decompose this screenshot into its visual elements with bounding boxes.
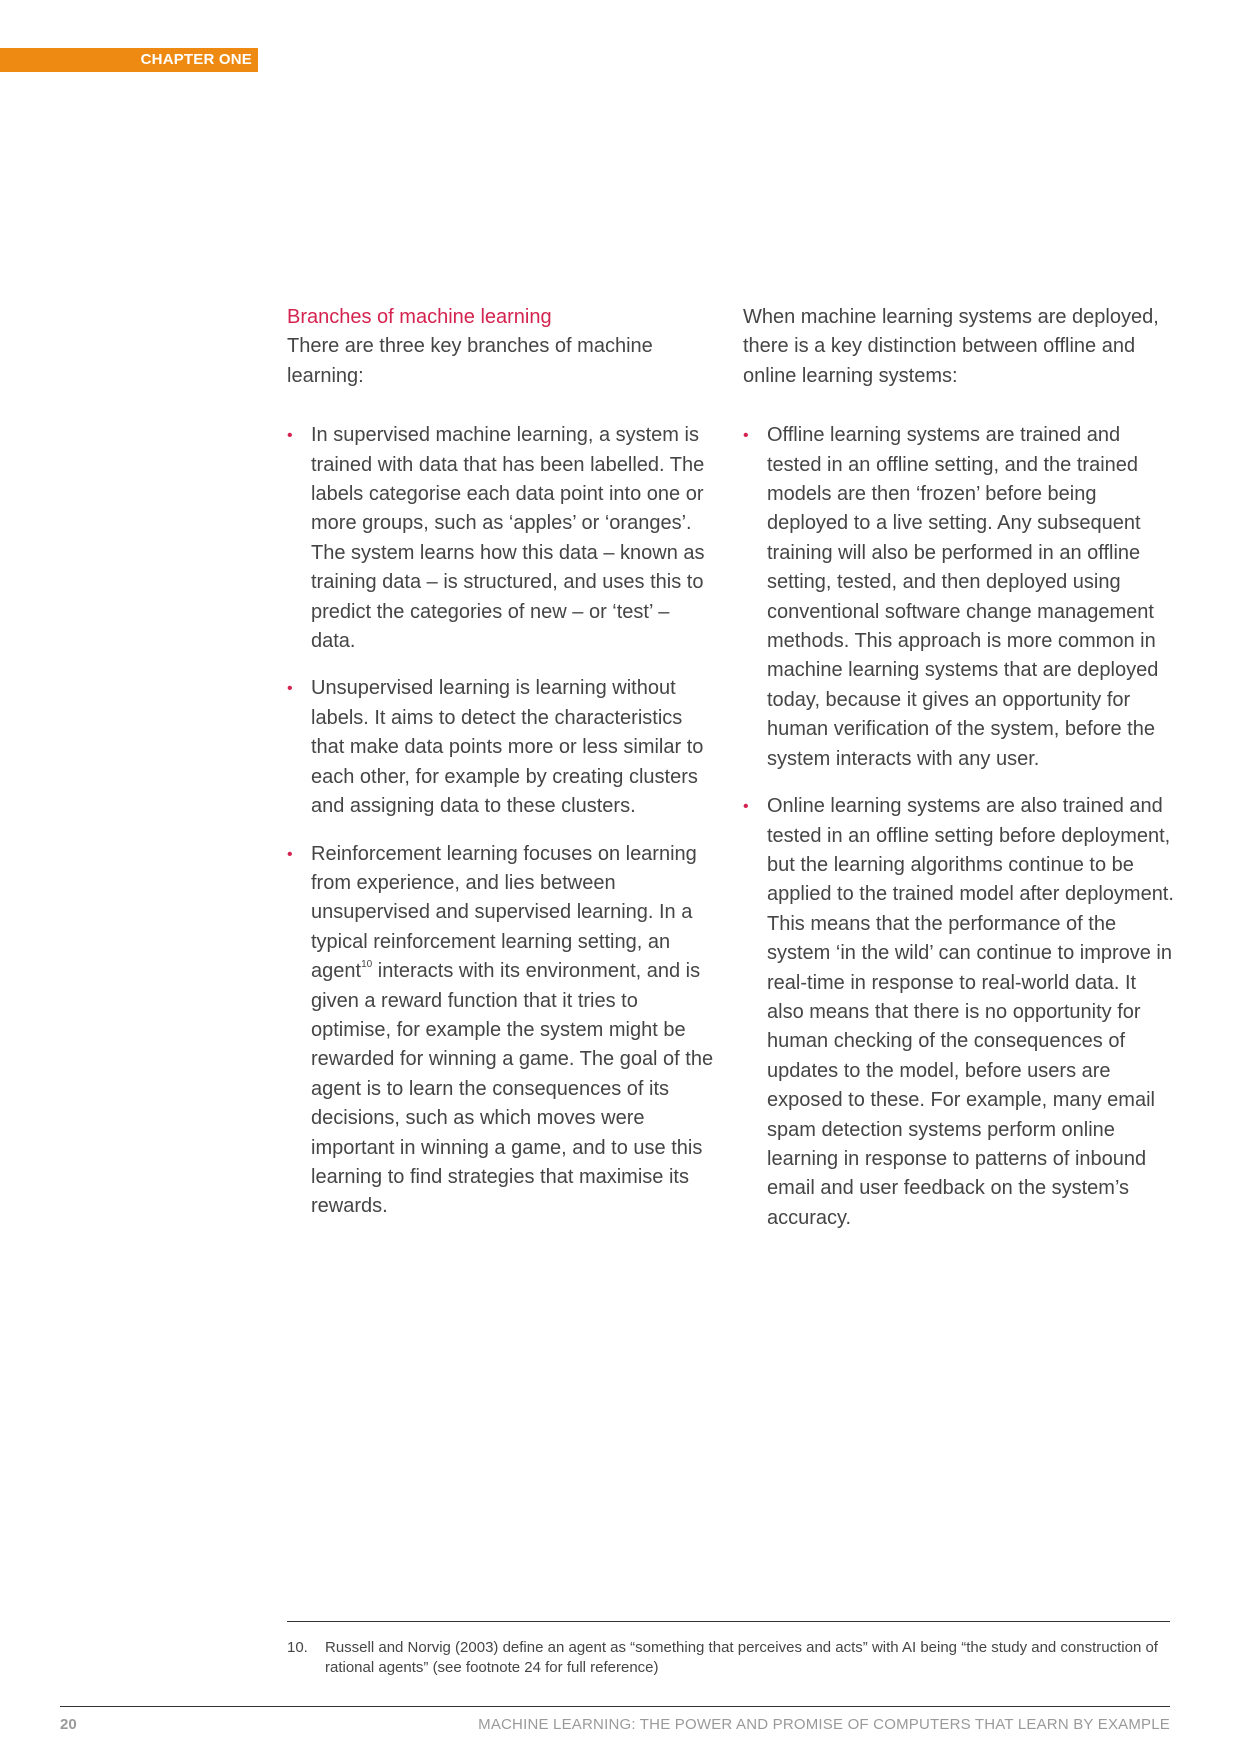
chapter-label: CHAPTER ONE [0,48,258,72]
list-item [287,421,719,656]
list-item-text-after: interacts with its environment, and is given a reward function that it tries to optimise, for example the system might be rewarded for winning a game. The goal of the agent is to learn the consequences of its decisions, such as which moves were important in winning a game, and to use this learning to find strategies that maximise its rewards. [311,960,714,1218]
left-bullet-list [287,421,719,1222]
section-heading: Branches of machine learning [287,306,552,328]
bullet-icon: • [287,680,293,698]
left-column [287,303,719,1240]
footnote-divider [287,1621,1170,1622]
list-item [743,421,1175,774]
list-item-text: Online learning systems are also trained and tested in an offline setting before deployment, but the learning algorithms continue to be applied to the trained model after deployment. This means that the performance of the system ‘in the wild’ can continue to improve in real-time in response to real-world data. It also means that there is no opportunity for human checking of the consequences of updates to the model, before users are exposed to these. For example, many email spam detection systems perform online learning in response to patterns of inbound email and user feedback on the system’s accuracy. [767,795,1174,1229]
list-item-text: Offline learning systems are trained and tested in an offline setting, and the trained models are then ‘frozen’ before being deployed to a live setting. Any subsequent training will also be performed in an offline setting, tested, and then deployed using conventional software change management methods. This approach is more common in machine learning systems that are deployed today, because it gives an opportunity for human verification of the system, before the system interacts with any user. [767,424,1159,770]
list-item [287,840,719,1222]
footnote-number: 10. [287,1639,308,1656]
footnote-reference[interactable]: 10 [361,959,373,971]
list-item [287,674,719,821]
left-intro: There are three key branches of machine learning: [287,335,653,387]
bullet-icon: • [287,427,293,445]
right-intro: When machine learning systems are deployed, there is a key distinction between offline and online learning systems: [743,306,1159,387]
list-item-text-before: Reinforcement learning focuses on learning from experience, and lies between unsupervised and supervised learning. In a typical reinforcement learning setting, an agent [311,842,697,983]
footnote-text: Russell and Norvig (2003) define an agent as “something that perceives and acts” with AI being “the study and construction of rational agents” (see footnote 24 for full reference) [325,1639,1158,1676]
running-title: MACHINE LEARNING: THE POWER AND PROMISE OF COMPUTERS THAT LEARN BY EXAMPLE [478,1716,1170,1733]
bullet-icon: • [743,427,749,445]
bullet-icon: • [743,798,749,816]
list-item-text: Unsupervised learning is learning without labels. It aims to detect the characteristics that make data points more or less similar to each other, for example by creating clusters and assigning data to these clusters. [311,677,704,818]
right-bullet-list [743,421,1175,1233]
list-item-text: In supervised machine learning, a system is trained with data that has been labelled. The labels categorise each data point into one or more groups, such as ‘apples’ or ‘oranges’. The system learns how this data – known as training data – is structured, and uses this to predict the categories of new – or ‘test’ – data. [311,424,705,653]
list-item [743,792,1175,1233]
footer-divider [60,1706,1170,1707]
bullet-icon: • [287,845,293,863]
footnote [287,1638,1170,1678]
right-column [743,303,1175,1251]
page-number: 20 [60,1716,77,1733]
